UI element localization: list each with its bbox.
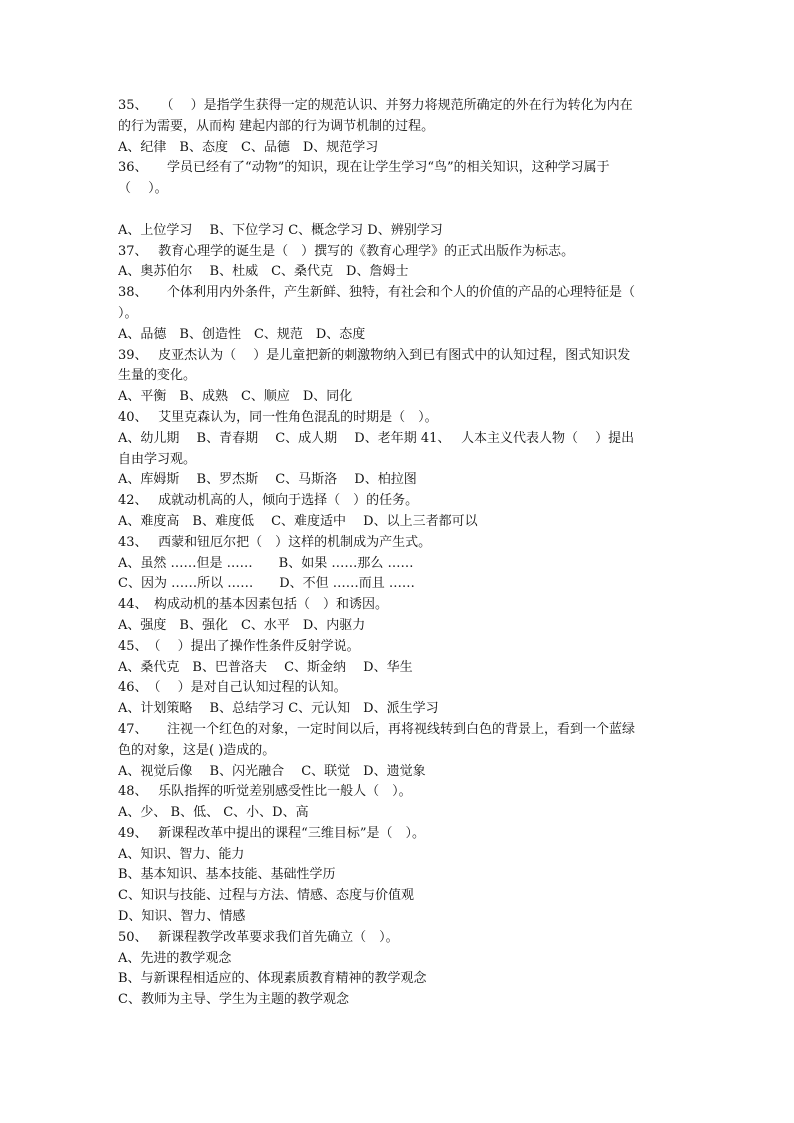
question-47-stem-line-1: 47、 注视一个红色的对象，一定时间以后，再将视线转到白色的背景上，看到一个蓝绿 bbox=[118, 721, 636, 737]
question-49-option-c: C、知识与技能、过程与方法、情感、态度与价值观 bbox=[118, 888, 414, 904]
question-47-options: A、视觉后像 B、闪光融合 C、联觉 D、遗觉象 bbox=[118, 763, 426, 779]
question-49-option-a: A、知识、智力、能力 bbox=[118, 846, 245, 862]
question-40-options-and-41-stem: A、幼儿期 B、青春期 C、成人期 D、老年期 41、 人本主义代表人物（ ）提出 bbox=[118, 430, 635, 446]
question-36-stem-line-1: 36、 学员已经有了“动物”的知识，现在让学生学习“鸟”的相关知识，这种学习属于 bbox=[118, 160, 610, 176]
question-37-stem: 37、 教育心理学的诞生是（ ）撰写的《教育心理学》的正式出版作为标志。 bbox=[118, 243, 575, 259]
question-44-stem: 44、 构成动机的基本因素包括（ ）和诱因。 bbox=[118, 597, 389, 613]
question-42-stem: 42、 成就动机高的人，倾向于选择（ ）的任务。 bbox=[118, 493, 419, 509]
question-43-options-ab: A、虽然 ……但是 …… B、如果 ……那么 …… bbox=[118, 555, 414, 571]
question-50-option-c: C、教师为主导、学生为主题的教学观念 bbox=[118, 992, 349, 1008]
question-45-options: A、桑代克 B、巴普洛夫 C、斯金纳 D、华生 bbox=[118, 659, 413, 675]
question-38-options: A、品德 B、创造性 C、规范 D、态度 bbox=[118, 326, 366, 342]
question-49-stem: 49、 新课程改革中提出的课程“三维目标”是（ ）。 bbox=[118, 825, 425, 841]
question-35-stem-line-2: 的行为需要，从而构 建起内部的行为调节机制的过程。 bbox=[118, 118, 435, 134]
question-50-stem: 50、 新课程教学改革要求我们首先确立（ ）。 bbox=[118, 929, 399, 945]
question-36-stem-line-2: （ ）。 bbox=[118, 181, 168, 197]
question-39-stem-line-2: 生量的变化。 bbox=[118, 368, 197, 384]
question-44-options: A、强度 B、强化 C、水平 D、内驱力 bbox=[118, 617, 366, 633]
question-43-options-cd: C、因为 ……所以 …… D、不但 ……而且 …… bbox=[118, 576, 415, 592]
question-50-option-b: B、与新课程相适应的、体现素质教育精神的教学观念 bbox=[118, 971, 427, 987]
question-42-options: A、难度高 B、难度低 C、难度适中 D、以上三者都可以 bbox=[118, 513, 478, 529]
question-48-stem: 48、 乐队指挥的听觉差别感受性比一般人（ ）。 bbox=[118, 784, 412, 800]
question-47-stem-line-2: 色的对象，这是( )造成的。 bbox=[118, 742, 276, 758]
question-39-options: A、平衡 B、成熟 C、顺应 D、同化 bbox=[118, 389, 353, 405]
question-46-options: A、计划策略 B、总结学习 C、元认知 D、派生学习 bbox=[118, 701, 439, 717]
question-38-stem-line-2: ）。 bbox=[118, 305, 138, 321]
question-38-stem-line-1: 38、 个体利用内外条件，产生新鲜、独特，有社会和个人的价值的产品的心理特征是（ bbox=[118, 285, 636, 301]
question-49-option-d: D、知识、智力、情感 bbox=[118, 909, 246, 925]
document-page bbox=[118, 96, 684, 1011]
question-37-options: A、奥苏伯尔 B、杜威 C、桑代克 D、詹姆士 bbox=[118, 264, 409, 280]
question-35-options: A、纪律 B、态度 C、品德 D、规范学习 bbox=[118, 139, 379, 155]
question-45-stem: 45、 （ ）提出了操作性条件反射学说。 bbox=[118, 638, 360, 654]
question-46-stem: 46、 （ ）是对自己认知过程的认知。 bbox=[118, 680, 347, 696]
question-49-option-b: B、基本知识、基本技能、基础性学历 bbox=[118, 867, 336, 883]
question-40-stem: 40、 艾里克森认为，同一性角色混乱的时期是（ ）。 bbox=[118, 409, 438, 425]
question-43-stem: 43、 西蒙和钮厄尔把（ ）这样的机制成为产生式。 bbox=[118, 534, 432, 550]
question-36-options: A、上位学习 B、下位学习 C、概念学习 D、辨别学习 bbox=[118, 222, 443, 238]
question-35-stem-line-1: 35、 （ ）是指学生获得一定的规范认识、并努力将规范所确定的外在行为转化为内在 bbox=[118, 98, 633, 113]
blank-spacer bbox=[118, 200, 684, 221]
question-41-options: A、库姆斯 B、罗杰斯 C、马斯洛 D、柏拉图 bbox=[118, 472, 417, 488]
question-39-stem-line-1: 39、 皮亚杰认为（ ）是儿童把新的刺激物纳入到已有图式中的认知过程，图式知识发 bbox=[118, 347, 631, 363]
question-48-options: A、少、 B、低、 C、小、D、高 bbox=[118, 805, 309, 821]
question-41-stem-line-2: 自由学习观。 bbox=[118, 451, 197, 467]
question-50-option-a: A、先进的教学观念 bbox=[118, 950, 232, 966]
